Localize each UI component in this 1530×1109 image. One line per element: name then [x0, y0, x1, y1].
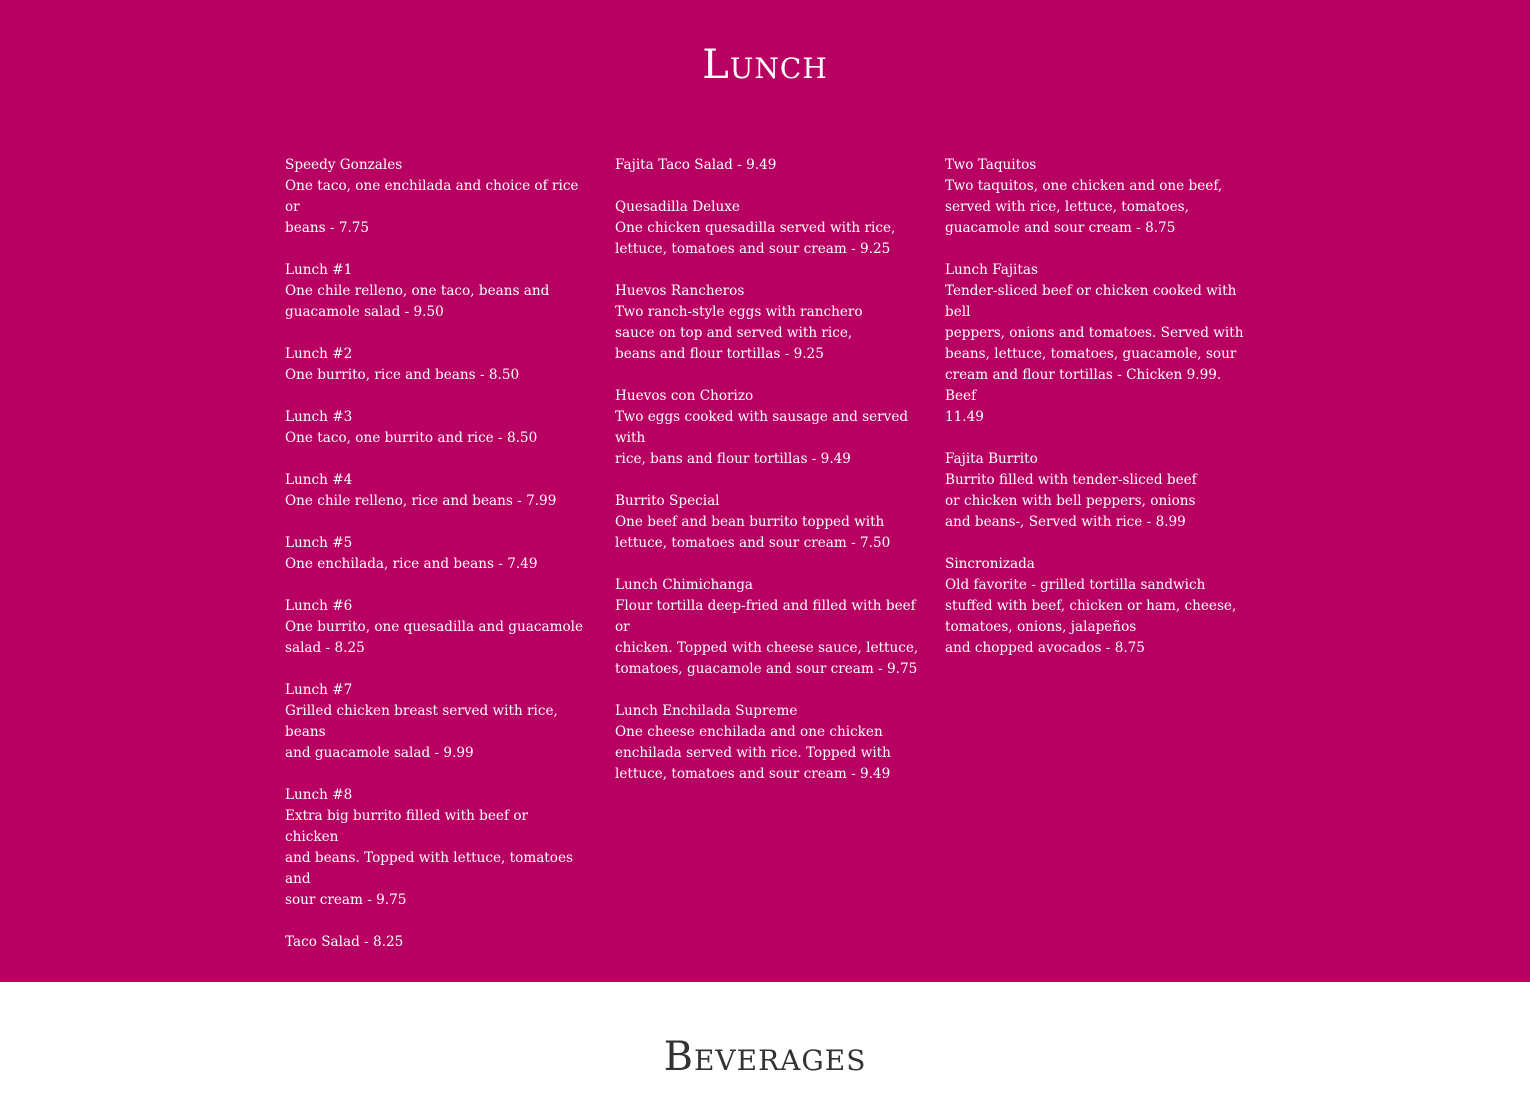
menu-item-name: Lunch #7: [285, 682, 353, 698]
lunch-title: Lunch: [702, 42, 828, 88]
menu-item-name: Lunch #8: [285, 787, 353, 803]
menu-item: [285, 932, 585, 953]
menu-item-description: One taco, one burrito and rice - 8.50: [285, 430, 538, 446]
menu-item-name: Taco Salad - 8.25: [285, 934, 404, 950]
menu-column-3: [945, 155, 1245, 680]
menu-item-description: One cheese enchilada and one chicken enchilada served with rice. Topped with lettuce, tomatoes and sour cream - 9.49: [615, 724, 891, 782]
menu-item: [285, 155, 585, 239]
menu-item-description: Flour tortilla deep-fried and filled with beef or chicken. Topped with cheese sauce, lettuce, tomatoes, guacamole and sour cream - 9.75: [615, 598, 919, 677]
menu-item: [615, 491, 920, 554]
menu-item-name: Lunch Enchilada Supreme: [615, 703, 798, 719]
menu-item-description: One burrito, rice and beans - 8.50: [285, 367, 520, 383]
menu-item-description: Two ranch-style eggs with ranchero sauce on top and served with rice, beans and flour tortillas - 9.25: [615, 304, 863, 362]
menu-item-name: Lunch #6: [285, 598, 353, 614]
menu-item: [615, 281, 920, 365]
menu-item: [285, 596, 585, 659]
menu-item-description: Two eggs cooked with sausage and served with rice, bans and flour tortillas - 9.49: [615, 409, 909, 467]
menu-item-description: One taco, one enchilada and choice of rice or beans - 7.75: [285, 178, 579, 236]
menu-item-name: Lunch Chimichanga: [615, 577, 754, 593]
menu-item-name: Lunch #4: [285, 472, 353, 488]
menu-item: [945, 260, 1245, 428]
menu-column-2: [615, 155, 920, 806]
menu-item-description: One chile relleno, one taco, beans and guacamole salad - 9.50: [285, 283, 550, 320]
menu-item: [615, 701, 920, 785]
menu-item: [285, 260, 585, 323]
menu-item-name: Fajita Burrito: [945, 451, 1038, 467]
menu-item-name: Lunch #2: [285, 346, 353, 362]
menu-item: [945, 449, 1245, 533]
menu-item-name: Lunch #3: [285, 409, 353, 425]
menu-column-1: [285, 155, 585, 974]
menu-item: [285, 785, 585, 911]
menu-item-name: Fajita Taco Salad - 9.49: [615, 157, 777, 173]
menu-item-description: Extra big burrito filled with beef or chicken and beans. Topped with lettuce, tomatoes and sour cream - 9.75: [285, 808, 573, 908]
menu-item: [615, 575, 920, 680]
menu-item-name: Quesadilla Deluxe: [615, 199, 740, 215]
menu-item-description: Two taquitos, one chicken and one beef, served with rice, lettuce, tomatoes, guacamole and sour cream - 8.75: [945, 178, 1223, 236]
menu-item: [285, 407, 585, 449]
menu-item-name: Huevos Rancheros: [615, 283, 745, 299]
menu-item-name: Lunch #1: [285, 262, 353, 278]
menu-item-description: Burrito filled with tender-sliced beef or chicken with bell peppers, onions and beans-, Served with rice - 8.99: [945, 472, 1197, 530]
beverages-section: [0, 982, 1530, 1109]
menu-item: [945, 155, 1245, 239]
menu-item: [285, 470, 585, 512]
beverages-title: Beverages: [663, 1034, 867, 1080]
menu-item: [285, 533, 585, 575]
menu-item-description: One chile relleno, rice and beans - 7.99: [285, 493, 557, 509]
menu-item: [945, 554, 1245, 659]
menu-item-description: Old favorite - grilled tortilla sandwich stuffed with beef, chicken or ham, cheese, tomatoes, onions, jalapeños and chopped avocados - 8.75: [945, 577, 1237, 656]
menu-item: [285, 680, 585, 764]
menu-item-description: Grilled chicken breast served with rice, beans and guacamole salad - 9.99: [285, 703, 558, 761]
menu-item-name: Two Taquitos: [945, 157, 1037, 173]
menu-item: [615, 197, 920, 260]
menu-item-name: Huevos con Chorizo: [615, 388, 754, 404]
menu-item-name: Lunch #5: [285, 535, 353, 551]
menu-item-name: Lunch Fajitas: [945, 262, 1038, 278]
menu-item: [615, 155, 920, 176]
menu-item-name: Sincronizada: [945, 556, 1035, 572]
menu-item-description: One chicken quesadilla served with rice, lettuce, tomatoes and sour cream - 9.25: [615, 220, 896, 257]
menu-item-description: One beef and bean burrito topped with lettuce, tomatoes and sour cream - 7.50: [615, 514, 891, 551]
menu-item-description: Tender-sliced beef or chicken cooked with bell peppers, onions and tomatoes. Served with beans, lettuce, tomatoes, guacamole, sour cream and flour tortillas - Chicken 9.99. Beef 11.49: [945, 283, 1244, 425]
menu-item-description: One burrito, one quesadilla and guacamole salad - 8.25: [285, 619, 584, 656]
menu-item-name: Speedy Gonzales: [285, 157, 403, 173]
menu-item-description: One enchilada, rice and beans - 7.49: [285, 556, 538, 572]
menu-item-name: Burrito Special: [615, 493, 720, 509]
menu-item: [615, 386, 920, 470]
menu-item: [285, 344, 585, 386]
